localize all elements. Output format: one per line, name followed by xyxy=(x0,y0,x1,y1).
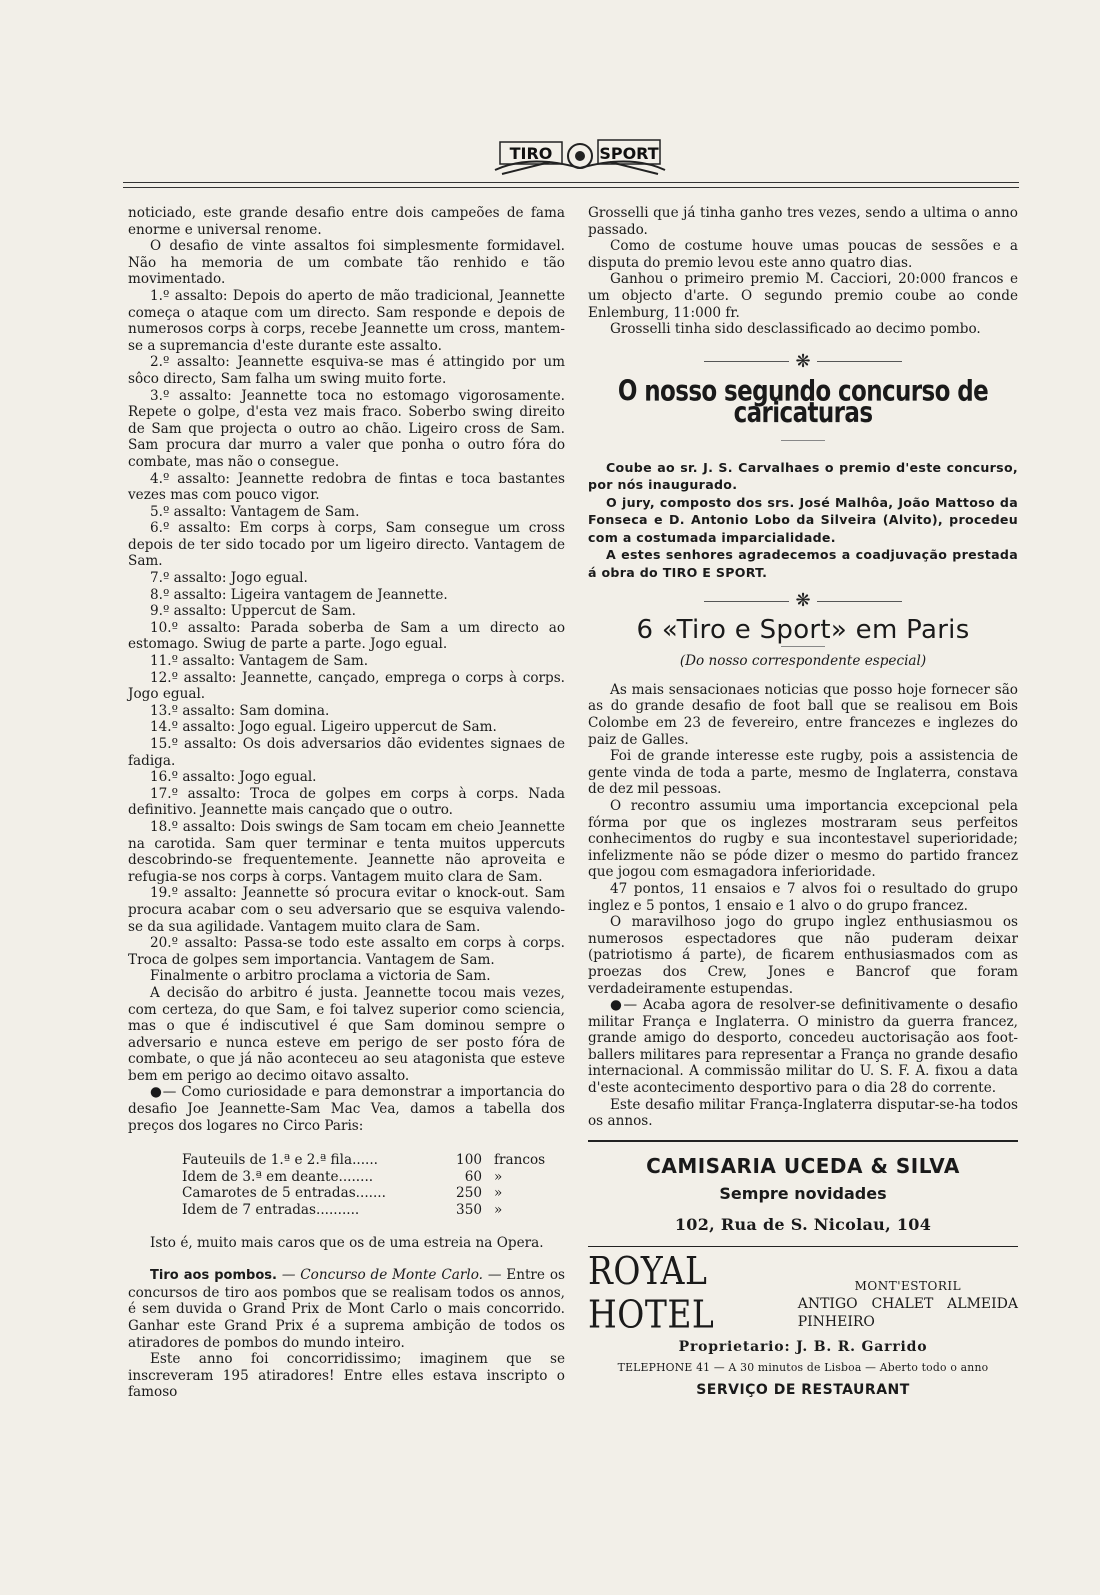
hotel-former-name: ANTIGO CHALET ALMEIDA PINHEIRO xyxy=(797,1295,1018,1330)
hotel-advert xyxy=(588,1247,1018,1399)
paragraph: 2.º assalto: Jeannette esquiva-se mas é attingido por um sôco directo, Sam falha um swing muito forte. xyxy=(128,354,565,387)
notice-line: O jury, composto dos srs. José Malhôa, João Mattoso da Fonseca e D. Antonio Lobo da Silveira (Alvito), procedeu com a costumada imparcialidade. xyxy=(588,494,1018,545)
masthead-rule xyxy=(123,182,1019,188)
paragraph: 6.º assalto: Em corps à corps, Sam consegue um cross depois de ter sido tocado por um ligeiro directo. Vantagem de Sam. xyxy=(128,520,565,570)
camisaria-advert xyxy=(588,1153,1018,1235)
paragraph: 15.º assalto: Os dois adversarios dão evidentes signaes de fadiga. xyxy=(128,736,565,769)
price-value: 250 xyxy=(456,1185,482,1202)
contest-notice xyxy=(588,459,1018,582)
short-divider xyxy=(781,440,825,441)
price-value: 60 xyxy=(464,1168,482,1185)
section-subtitle: — Concurso de Monte Carlo. — xyxy=(276,1267,507,1284)
paragraph: ●— Acaba agora de resolver-se definitivamente o desafio militar França e Inglaterra. O ministro da guerra francez, grande amigo do desporto, concedeu auctorisação aos foot-ballers militares para representar a França no grande desafio internacional. A commissão militar do U. S. F. A. fixou a data d'este acontecimento desportivo para o dia 28 do corrente. xyxy=(588,997,1018,1097)
paragraph: 3.º assalto: Jeannette toca no estomago vigorosamente. Repete o golpe, d'esta vez mais fraco. Soberbo swing direito de Sam que projecta o outro ao chão. Ligeiro cross de Sam. Sam procura dar murro a valer que ponha o outro fóra do combate, mas não o consegue. xyxy=(128,387,565,470)
paragraph: 8.º assalto: Ligeira vantagem de Jeannette. xyxy=(150,586,448,603)
paragraph: Isto é, muito mais caros que os de uma estreia na Opera. xyxy=(150,1234,544,1251)
price-unit: » xyxy=(494,1185,503,1202)
paragraph: 10.º assalto: Parada soberba de Sam a um directo ao estomago. Swiug de parte a parte. Jogo egual. xyxy=(128,619,565,653)
advert-rule xyxy=(588,1246,1018,1247)
hotel-side xyxy=(798,1277,1018,1331)
svg-text:SPORT: SPORT xyxy=(599,144,659,163)
price-table xyxy=(182,1152,565,1218)
price-label: Camarotes de 5 entradas....... xyxy=(182,1185,386,1202)
tiro-section xyxy=(128,1267,565,1351)
price-unit: francos xyxy=(494,1152,546,1169)
paragraph: O recontro assumiu uma importancia excepcional pela fórma por que os inglezes mostraram seus perfeitos conhecimentos do rugby e sua incontestavel superioridade; infelizmente não se póde dizer o mesmo do partido francez que jogou com esmagadora inferioridade. xyxy=(588,797,1018,881)
paragraph: Grosselli tinha sido desclassificado ao decimo pombo. xyxy=(610,321,981,338)
hotel-owner: Proprietario: J. B. R. Garrido xyxy=(678,1338,928,1355)
price-row xyxy=(182,1185,565,1202)
paragraph: 4.º assalto: Jeannette redobra de fintas e toca bastantes vezes mas com pouco vigor. xyxy=(128,470,565,504)
section-text: Entre os concursos de tiro aos pombos que se realisam todos os annos, é sem duvida o Grand Prix de Mont Carlo o mais concorrido. Ganhar este Grand Prix é a suprema ambição de todos os atiradores de pombos do mundo inteiro. xyxy=(128,1267,565,1351)
price-row xyxy=(182,1202,565,1219)
paragraph: Foi de grande interesse este rugby, pois a assistencia de gente vinda de toda a parte, mesmo de Inglaterra, constava de dez mil pessoas. xyxy=(588,748,1018,798)
contest-title: O nosso segundo concurso de caricaturas xyxy=(617,375,989,430)
paragraph: 5.º assalto: Vantagem de Sam. xyxy=(150,503,360,520)
paragraph: O desafio de vinte assaltos foi simplesmente formidavel. Não ha memoria de um combate tão renhido e tão movimentado. xyxy=(128,238,565,288)
paragraph: 14.º assalto: Jogo egual. Ligeiro uppercut de Sam. xyxy=(150,719,497,736)
price-value: 100 xyxy=(456,1152,482,1169)
paragraph: noticiado, este grande desafio entre dois campeões de fama enorme e universal renome. xyxy=(128,205,565,238)
paragraph: 18.º assalto: Dois swings de Sam tocam em cheio Jeannette na carotida. Sam quer terminar e tenta muitos uppercuts descobrindo-se frequentemente. Jeannette não aproveita e refugia-se nos corps à corps. Vantagem muito clara de Sam. xyxy=(128,818,565,885)
hotel-phone: TELEPHONE 41 — A 30 minutos de Lisboa — Aberto todo o anno xyxy=(617,1361,989,1375)
camisaria-address: 102, Rua de S. Nicolau, 104 xyxy=(674,1215,932,1235)
paragraph: 16.º assalto: Jogo egual. xyxy=(150,769,317,786)
price-unit: » xyxy=(494,1168,503,1185)
paris-subtitle: (Do nosso correspondente especial) xyxy=(679,653,927,670)
left-column xyxy=(128,205,565,1401)
paragraph: A decisão do arbitro é justa. Jeannette tocou mais vezes, com certeza, do que Sam, e foi talvez superior como sciencia, mas o que é indiscutivel é que Sam dominou sempre o adversario e nunca esteve em perigo de ser posto fóra de combate, o que já não aconteceu ao seu atagonista que esteve bem em perigo ao decimo oitavo assalto. xyxy=(128,984,565,1084)
price-row xyxy=(182,1169,565,1186)
paragraph: O maravilhoso jogo do grupo inglez enthusiasmou os numerosos espectadores que não puderam deixar (patriotismo á parte), de ficarem enthusiasmados com as proezas dos Crew, Jones e Bancrof que foram verdadeiramente estupendas. xyxy=(588,914,1018,997)
paragraph: 47 pontos, 11 ensaios e 7 alvos foi o resultado do grupo inglez e 5 pontos, 1 ensaio e 1 alvo o do grupo francez. xyxy=(588,880,1018,914)
paragraph: 17.º assalto: Troca de golpes em corps à corps. Nada definitivo. Jeannette mais cançado que o outro. xyxy=(128,785,565,819)
hotel-name: ROYAL HOTEL xyxy=(588,1247,715,1337)
paragraph: 20.º assalto: Passa-se todo este assalto em corps à corps. Troca de golpes sem importancia. Vantagem de Sam. xyxy=(128,935,565,968)
paragraph: As mais sensacionaes noticias que posso hoje fornecer são as do grande desafio de foot ball que se realisou em Bois Colombe em 23 de fevereiro, entre francezes e inglezes do paiz de Galles. xyxy=(588,681,1018,748)
right-column xyxy=(588,205,1018,1398)
paris-title: 6 «Tiro e Sport» em Paris xyxy=(636,614,970,645)
paragraph: 11.º assalto: Vantagem de Sam. xyxy=(150,653,369,670)
price-label: Idem de 3.ª em deante........ xyxy=(182,1168,374,1185)
masthead-logo xyxy=(490,132,670,182)
paragraph: Finalmente o arbitro proclama a victoria de Sam. xyxy=(150,968,491,985)
ornament-divider xyxy=(588,350,1018,372)
paragraph: 1.º assalto: Depois do aperto de mão tradicional, Jeannette começa o ataque com um directo. Sam responde e depois de numerosos corps à corps, recebe Jeannette um cross, mantem-se a supremancia d'este durante este assalto. xyxy=(128,287,565,354)
svg-text:TIRO: TIRO xyxy=(509,144,553,163)
paragraph: 9.º assalto: Uppercut de Sam. xyxy=(150,603,356,620)
notice-line: A estes senhores agradecemos a coadjuvação prestada á obra do TIRO E SPORT. xyxy=(588,547,1018,580)
camisaria-tagline: Sempre novidades xyxy=(719,1184,887,1204)
asterism-icon: ❋ xyxy=(795,350,811,372)
advert-rule xyxy=(588,1140,1018,1142)
section-title: Tiro aos pombos. xyxy=(150,1268,277,1284)
price-label: Fauteuils de 1.ª e 2.ª fila...... xyxy=(182,1152,379,1169)
asterism-icon: ❋ xyxy=(795,590,811,612)
price-row xyxy=(182,1152,565,1169)
paragraph: Este desafio militar França-Inglaterra disputar-se-ha todos os annos. xyxy=(588,1096,1018,1130)
price-label: Idem de 7 entradas.......... xyxy=(182,1202,360,1219)
paragraph: 19.º assalto: Jeannette só procura evitar o knock-out. Sam procura acabar com o seu adversario que se esquiva valendo-se da sua agilidade. Vantagem muito clara de Sam. xyxy=(128,885,565,935)
price-value: 350 xyxy=(456,1202,482,1219)
short-divider xyxy=(781,646,825,647)
paragraph: 13.º assalto: Sam domina. xyxy=(150,702,330,719)
hotel-header xyxy=(588,1247,1018,1337)
price-unit: » xyxy=(494,1202,503,1219)
paragraph: Ganhou o primeiro premio M. Cacciori, 20:000 francos e um objecto d'arte. O segundo premio coube ao conde Enlemburg, 11:000 fr. xyxy=(588,271,1018,321)
paragraph: Grosselli que já tinha ganho tres vezes, sendo a ultima o anno passado. xyxy=(588,205,1018,238)
paragraph: 7.º assalto: Jogo egual. xyxy=(150,570,308,587)
paragraph: Como de costume houve umas poucas de sessões e a disputa do premio levou este anno quatro dias. xyxy=(588,238,1018,271)
notice-line: Coube ao sr. J. S. Carvalhaes o premio d'este concurso, por nós inaugurado. xyxy=(588,459,1018,493)
ornament-divider xyxy=(588,590,1018,612)
paragraph: Este anno foi concorridissimo; imaginem que se inscreveram 195 atiradores! Entre elles estava inscripto o famoso xyxy=(128,1351,565,1401)
paragraph: ●— Como curiosidade e para demonstrar a importancia do desafio Joe Jeannette-Sam Mac Vea, damos a tabella dos preços dos logares no Circo Paris: xyxy=(128,1084,565,1134)
hotel-location: MONT'ESTORIL xyxy=(854,1278,962,1293)
paragraph: 12.º assalto: Jeannette, cançado, emprega o corps à corps. Jogo egual. xyxy=(128,669,565,703)
hotel-service: SERVIÇO DE RESTAURANT xyxy=(696,1381,910,1398)
camisaria-name: CAMISARIA UCEDA & SILVA xyxy=(646,1153,960,1178)
